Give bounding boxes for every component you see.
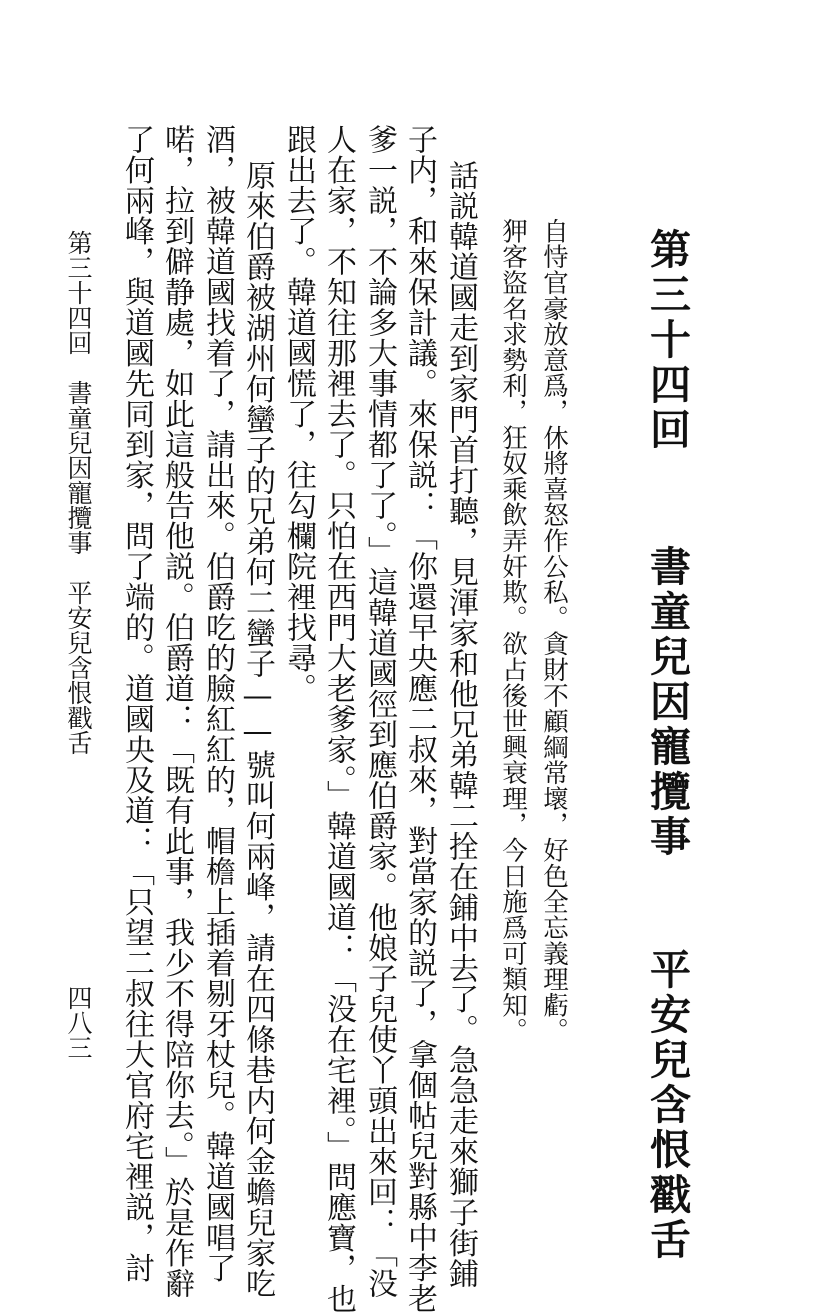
chapter-heading [638, 228, 697, 1263]
poem-line: 自恃官豪放意爲，休將喜怒作公私。貪財不顧綱常壞，好色全忘義理虧。 [539, 218, 569, 1044]
poem-line: 狎客盜名求勢利，狂奴乘飲弄奸欺。欲占後世興衰理，今日施爲可類知。 [498, 218, 528, 1044]
body-column: 人在家，不知往那裡去了。只怕在西門大老爹家。」韓道國道：「没在宅裡。」問應寶，也 [321, 124, 356, 1314]
chapter-number: 第三十四回 [643, 228, 691, 453]
body-column: 原來伯爵被湖州何蠻子的兄弟何二蠻子——號叫何兩峰，請在四條巷内何金蟾兒家吃 [240, 160, 275, 1299]
body-column: 酒，被韓道國找着了，請出來。伯爵吃的臉紅紅的，帽檐上插着剔牙杖兒。韓道國唱了 [200, 124, 235, 1283]
chapter-title-second: 平安兒含恨戳舌 [643, 948, 691, 1263]
body-column: 了何兩峰，與道國先同到家，問了端的。道國央及道：「只望二叔往大官府宅裡説，討 [119, 124, 154, 1283]
chapter-title-first: 書童兒因寵攬事 [643, 545, 691, 860]
body-column: 子内，和來保計議。來保説：「你還早央應二叔來，對當家的説了，拿個帖兒對縣中李老 [402, 124, 437, 1314]
body-column: 喏，拉到僻静處，如此這般告他説。伯爵道：「既有此事，我少不得陪你去。」於是作辭 [159, 124, 194, 1299]
body-column: 話説韓道國走到家門首打聽，見渾家和他兄弟韓二拴在鋪中去了。急急走來獅子街鋪 [443, 160, 478, 1289]
page-number: 四八三 [64, 985, 93, 1060]
running-head: 第三十四回 書童兒因寵攬事 平安兒含恨戳舌 [64, 230, 93, 755]
body-column: 爹一説，不論多大事情都了了。」這韓道國徑到應伯爵家。他娘子兒使丫頭出來回：「没 [362, 124, 397, 1299]
body-column: 跟出去了。韓道國慌了，往勾欄院裡找尋。 [281, 124, 316, 704]
